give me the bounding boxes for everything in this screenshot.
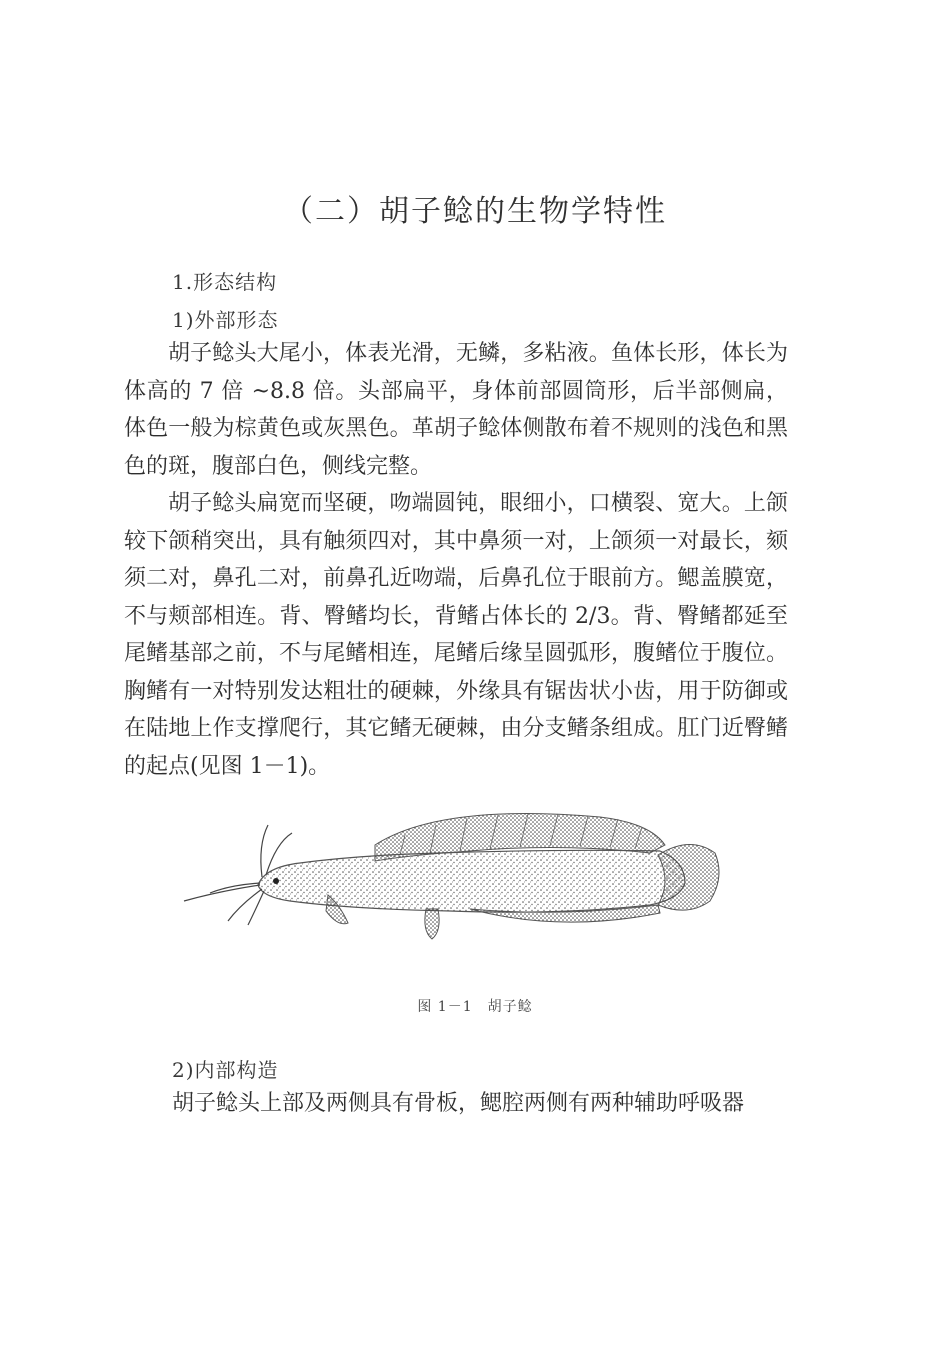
- fish-eye: [273, 878, 279, 884]
- paragraph-internal-structure: 胡子鲶头上部及两侧具有骨板，鳃腔两侧有两种辅助呼吸器: [172, 1091, 745, 1116]
- section-title: （二）胡子鲶的生物学特性: [283, 194, 667, 229]
- heading-internal-structure: 2)内部构造: [172, 1058, 279, 1082]
- tail-fin: [658, 844, 719, 910]
- heading-morphology: 1.形态结构: [172, 270, 278, 294]
- pelvic-fin: [425, 909, 439, 939]
- figure-caption: 图 1－1 胡子鲶: [417, 999, 533, 1015]
- fish-body: [258, 850, 685, 912]
- heading-external-form: 1)外部形态: [172, 308, 279, 332]
- paragraph-external-form: 胡子鲶头大尾小，体表光滑，无鳞，多粘液。鱼体长形，体长为体高的 7 倍 ~8.8 倍。头部扁平，身体前部圆筒形，后半部侧扁，体色一般为棕黄色或灰黑色。革胡子鲶体侧散布着不规则的浅色和黑色的斑，腹部白色，侧线完整。: [124, 341, 788, 479]
- paragraph-head-features: 胡子鲶头扁宽而坚硬，吻端圆钝，眼细小，口横裂、宽大。上颌较下颌稍突出，具有触须四对，其中鼻须一对，上颌须一对最长，颏须二对，鼻孔二对，前鼻孔近吻端，后鼻孔位于眼前方。鳃盖膜宽，不与颊部相连。背、臀鳍均长，背鳍占体长的 2/3。背、臀鳍都延至尾鳍基部之前，不与尾鳍相连，尾鳍后缘呈圆弧形，腹鳍位于腹位。胸鳍有一对特别发达粗壮的硬棘，外缘具有锯齿状小齿，用于防御或在陆地上作支撑爬行，其它鳍无硬棘，由分支鳍条组成。肛门近臀鳍的起点(见图 1－1)。: [124, 491, 788, 779]
- catfish-illustration: [180, 805, 730, 965]
